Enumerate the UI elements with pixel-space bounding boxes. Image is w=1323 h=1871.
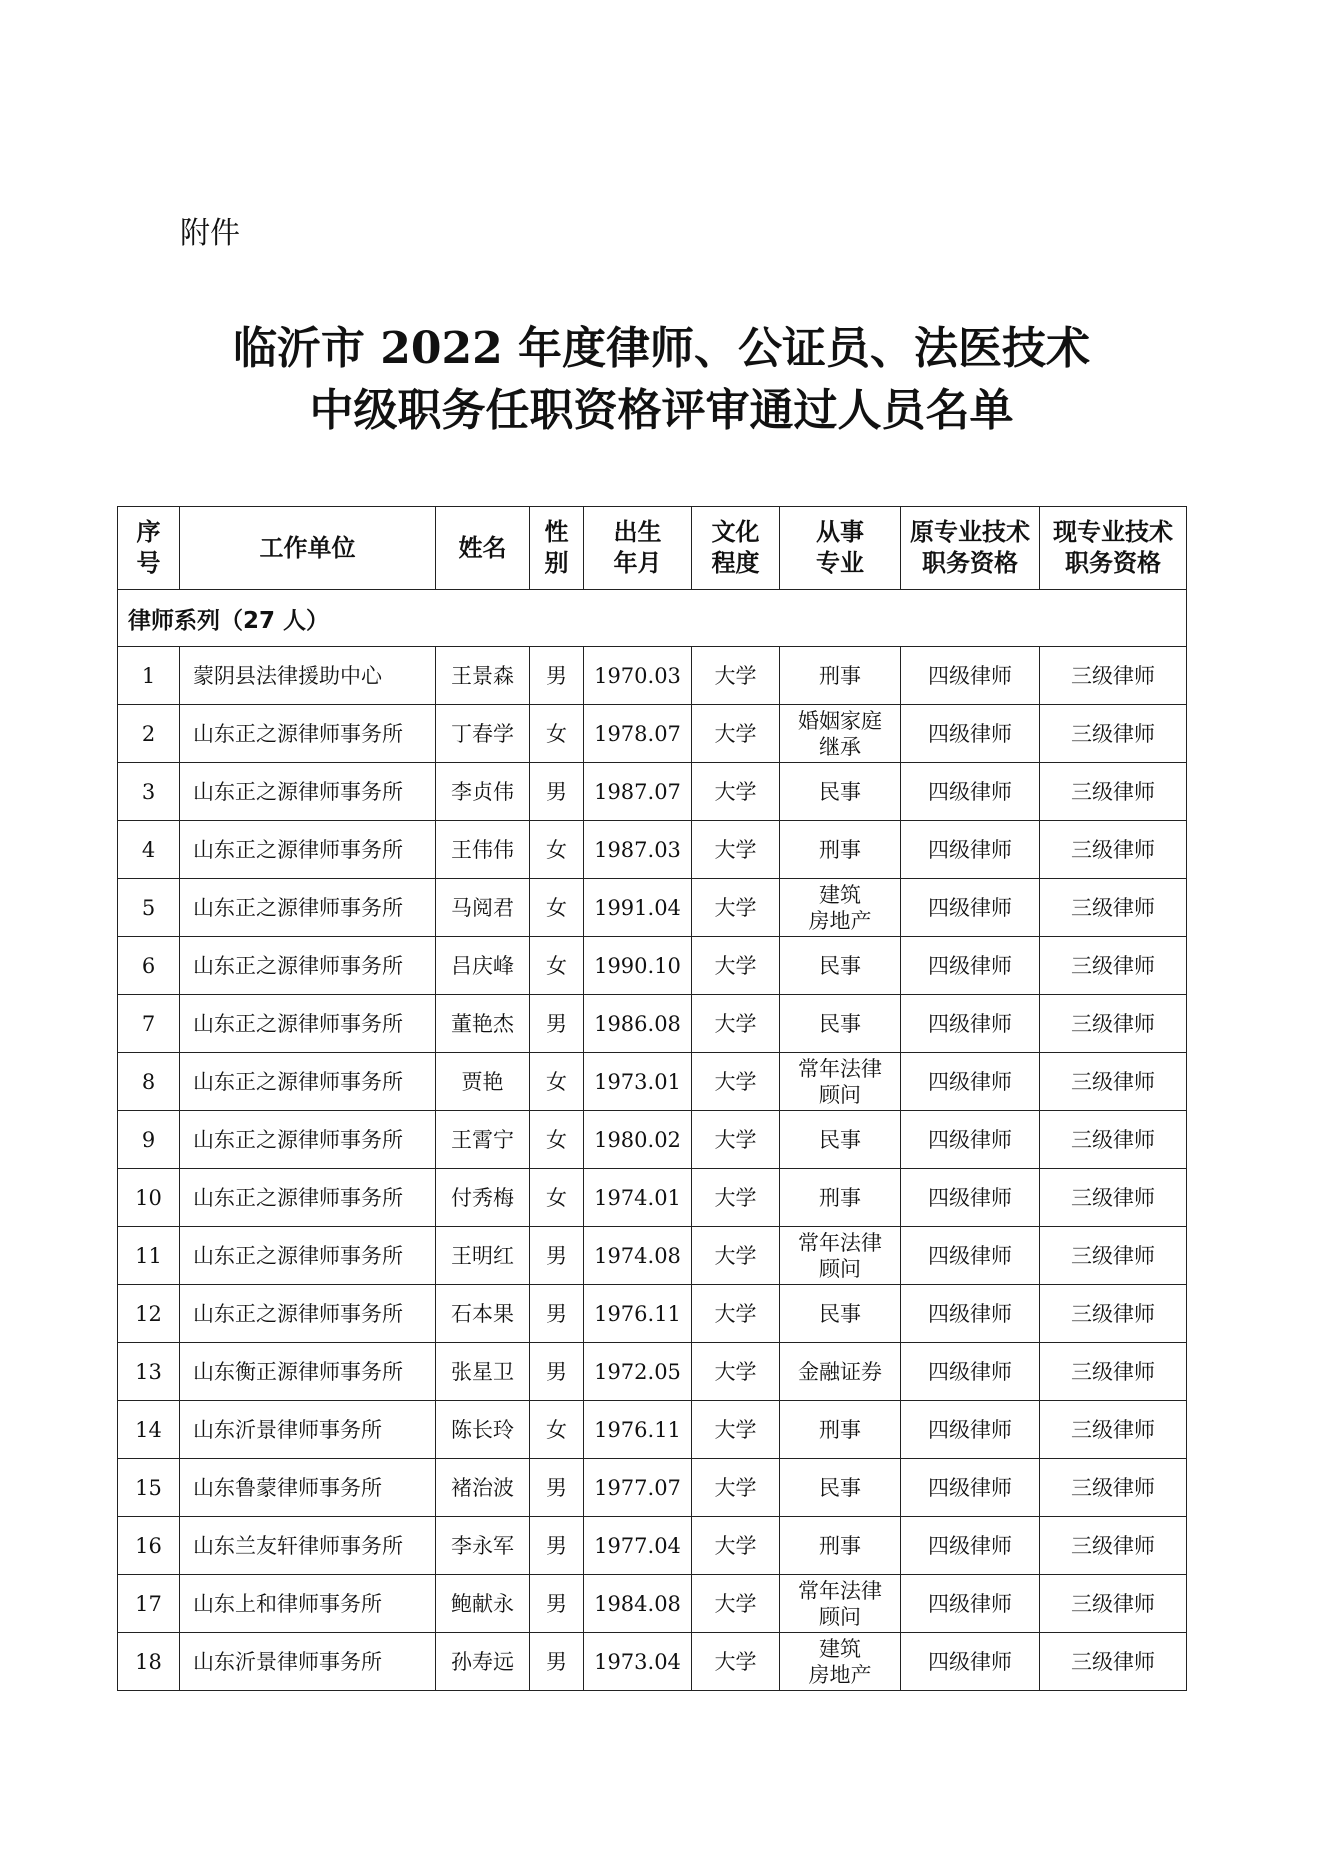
table-row [118, 1517, 1187, 1575]
cell-index: 11 [118, 1227, 180, 1285]
cell-current-qualification: 三级律师 [1040, 763, 1187, 821]
cell-index: 15 [118, 1459, 180, 1517]
cell-gender: 女 [530, 1053, 584, 1111]
table-row [118, 937, 1187, 995]
cell-specialty: 民事 [780, 937, 901, 995]
cell-original-qualification: 四级律师 [901, 1401, 1040, 1459]
table-row [118, 1285, 1187, 1343]
cell-original-qualification: 四级律师 [901, 647, 1040, 705]
cell-current-qualification: 三级律师 [1040, 1343, 1187, 1401]
header-original-qualification [901, 507, 1040, 590]
header-education [692, 507, 780, 590]
cell-specialty: 刑事 [780, 1517, 901, 1575]
cell-current-qualification: 三级律师 [1040, 821, 1187, 879]
cell-index: 4 [118, 821, 180, 879]
cell-original-qualification: 四级律师 [901, 1517, 1040, 1575]
cell-original-qualification: 四级律师 [901, 821, 1040, 879]
cell-work-unit: 山东沂景律师事务所 [180, 1401, 436, 1459]
cell-gender: 男 [530, 647, 584, 705]
cell-gender: 男 [530, 763, 584, 821]
cell-specialty: 民事 [780, 1285, 901, 1343]
cell-specialty: 金融证券 [780, 1343, 901, 1401]
cell-birth-date: 1970.03 [584, 647, 692, 705]
cell-index: 12 [118, 1285, 180, 1343]
cell-education: 大学 [692, 763, 780, 821]
table-row [118, 647, 1187, 705]
cell-index: 9 [118, 1111, 180, 1169]
header-current-qualification [1040, 507, 1187, 590]
cell-work-unit: 山东沂景律师事务所 [180, 1633, 436, 1691]
cell-gender: 女 [530, 821, 584, 879]
cell-specialty: 常年法律 顾问 [780, 1575, 901, 1633]
cell-original-qualification: 四级律师 [901, 995, 1040, 1053]
cell-name: 吕庆峰 [436, 937, 530, 995]
cell-name: 马阅君 [436, 879, 530, 937]
cell-current-qualification: 三级律师 [1040, 1111, 1187, 1169]
header-current-qualification-line: 职务资格 [1065, 549, 1161, 577]
table-row [118, 1053, 1187, 1111]
cell-gender: 男 [530, 1227, 584, 1285]
table-row [118, 995, 1187, 1053]
cell-current-qualification: 三级律师 [1040, 995, 1187, 1053]
cell-birth-date: 1974.08 [584, 1227, 692, 1285]
cell-original-qualification: 四级律师 [901, 1111, 1040, 1169]
cell-original-qualification: 四级律师 [901, 1459, 1040, 1517]
cell-specialty: 民事 [780, 1459, 901, 1517]
roster-table [117, 506, 1187, 1691]
cell-original-qualification: 四级律师 [901, 1227, 1040, 1285]
header-specialty-line: 专业 [816, 549, 864, 577]
cell-education: 大学 [692, 1633, 780, 1691]
cell-index: 2 [118, 705, 180, 763]
cell-gender: 女 [530, 1401, 584, 1459]
cell-name: 褚治波 [436, 1459, 530, 1517]
cell-index: 18 [118, 1633, 180, 1691]
cell-current-qualification: 三级律师 [1040, 1169, 1187, 1227]
cell-gender: 女 [530, 1111, 584, 1169]
title-line-2: 中级职务任职资格评审通过人员名单 [309, 385, 1014, 436]
table-row [118, 1459, 1187, 1517]
cell-original-qualification: 四级律师 [901, 1053, 1040, 1111]
cell-education: 大学 [692, 1053, 780, 1111]
cell-current-qualification: 三级律师 [1040, 879, 1187, 937]
cell-name: 李永军 [436, 1517, 530, 1575]
cell-gender: 男 [530, 995, 584, 1053]
cell-current-qualification: 三级律师 [1040, 1053, 1187, 1111]
cell-current-qualification: 三级律师 [1040, 705, 1187, 763]
cell-work-unit: 蒙阴县法律援助中心 [180, 647, 436, 705]
cell-birth-date: 1977.04 [584, 1517, 692, 1575]
document-title [0, 318, 1323, 442]
cell-birth-date: 1977.07 [584, 1459, 692, 1517]
cell-original-qualification: 四级律师 [901, 937, 1040, 995]
section-row [118, 590, 1187, 647]
table-row [118, 821, 1187, 879]
cell-birth-date: 1991.04 [584, 879, 692, 937]
attachment-label: 附件 [180, 216, 240, 251]
cell-name: 丁春学 [436, 705, 530, 763]
cell-index: 6 [118, 937, 180, 995]
cell-education: 大学 [692, 1401, 780, 1459]
cell-index: 8 [118, 1053, 180, 1111]
header-current-qualification-line: 现专业技术 [1053, 518, 1173, 546]
cell-gender: 女 [530, 705, 584, 763]
cell-current-qualification: 三级律师 [1040, 1401, 1187, 1459]
cell-gender: 男 [530, 1517, 584, 1575]
cell-education: 大学 [692, 1517, 780, 1575]
cell-original-qualification: 四级律师 [901, 1633, 1040, 1691]
header-birth-date-line: 出生 [613, 518, 662, 546]
cell-education: 大学 [692, 1169, 780, 1227]
cell-index: 5 [118, 879, 180, 937]
cell-work-unit: 山东鲁蒙律师事务所 [180, 1459, 436, 1517]
cell-current-qualification: 三级律师 [1040, 1227, 1187, 1285]
table-header-row [118, 507, 1187, 590]
cell-original-qualification: 四级律师 [901, 1343, 1040, 1401]
cell-birth-date: 1987.07 [584, 763, 692, 821]
header-gender-line: 别 [544, 549, 569, 577]
cell-work-unit: 山东正之源律师事务所 [180, 879, 436, 937]
header-original-qualification-line: 职务资格 [922, 549, 1018, 577]
table-row [118, 1401, 1187, 1459]
cell-education: 大学 [692, 1285, 780, 1343]
cell-name: 贾艳 [436, 1053, 530, 1111]
cell-name: 孙寿远 [436, 1633, 530, 1691]
cell-current-qualification: 三级律师 [1040, 1517, 1187, 1575]
cell-index: 17 [118, 1575, 180, 1633]
cell-index: 7 [118, 995, 180, 1053]
cell-original-qualification: 四级律师 [901, 1285, 1040, 1343]
cell-specialty: 常年法律 顾问 [780, 1227, 901, 1285]
cell-specialty: 刑事 [780, 821, 901, 879]
cell-specialty: 常年法律 顾问 [780, 1053, 901, 1111]
section-title: 律师系列（27 人） [118, 590, 1187, 647]
cell-specialty: 民事 [780, 995, 901, 1053]
cell-name: 鲍献永 [436, 1575, 530, 1633]
cell-education: 大学 [692, 1343, 780, 1401]
cell-index: 16 [118, 1517, 180, 1575]
table-row [118, 1227, 1187, 1285]
cell-education: 大学 [692, 1227, 780, 1285]
cell-birth-date: 1987.03 [584, 821, 692, 879]
cell-specialty: 民事 [780, 1111, 901, 1169]
cell-gender: 女 [530, 1169, 584, 1227]
cell-original-qualification: 四级律师 [901, 1169, 1040, 1227]
cell-gender: 男 [530, 1285, 584, 1343]
cell-gender: 男 [530, 1633, 584, 1691]
cell-name: 陈长玲 [436, 1401, 530, 1459]
cell-work-unit: 山东兰友轩律师事务所 [180, 1517, 436, 1575]
cell-original-qualification: 四级律师 [901, 763, 1040, 821]
header-gender-line: 性 [544, 518, 569, 546]
header-gender [530, 507, 584, 590]
cell-name: 王景森 [436, 647, 530, 705]
cell-education: 大学 [692, 1459, 780, 1517]
cell-specialty: 刑事 [780, 1401, 901, 1459]
table-row [118, 763, 1187, 821]
cell-work-unit: 山东正之源律师事务所 [180, 821, 436, 879]
cell-birth-date: 1973.04 [584, 1633, 692, 1691]
cell-education: 大学 [692, 1111, 780, 1169]
table-row [118, 705, 1187, 763]
cell-education: 大学 [692, 937, 780, 995]
cell-original-qualification: 四级律师 [901, 1575, 1040, 1633]
cell-current-qualification: 三级律师 [1040, 647, 1187, 705]
cell-specialty: 民事 [780, 763, 901, 821]
table-row [118, 1111, 1187, 1169]
table-row [118, 1343, 1187, 1401]
cell-specialty: 刑事 [780, 1169, 901, 1227]
cell-current-qualification: 三级律师 [1040, 1633, 1187, 1691]
header-work-unit-line: 工作单位 [259, 533, 356, 562]
cell-current-qualification: 三级律师 [1040, 937, 1187, 995]
cell-name: 董艳杰 [436, 995, 530, 1053]
cell-name: 王伟伟 [436, 821, 530, 879]
header-specialty [780, 507, 901, 590]
cell-work-unit: 山东正之源律师事务所 [180, 1285, 436, 1343]
cell-education: 大学 [692, 995, 780, 1053]
cell-birth-date: 1990.10 [584, 937, 692, 995]
cell-work-unit: 山东正之源律师事务所 [180, 1227, 436, 1285]
header-index [118, 507, 180, 590]
cell-work-unit: 山东正之源律师事务所 [180, 937, 436, 995]
header-name-line: 姓名 [458, 533, 507, 562]
cell-name: 李贞伟 [436, 763, 530, 821]
header-birth-date-line: 年月 [613, 549, 662, 577]
header-index-line: 序 [136, 518, 161, 546]
header-specialty-line: 从事 [816, 518, 864, 546]
cell-work-unit: 山东正之源律师事务所 [180, 763, 436, 821]
header-education-line: 文化 [711, 518, 760, 546]
cell-birth-date: 1976.11 [584, 1285, 692, 1343]
cell-name: 付秀梅 [436, 1169, 530, 1227]
cell-birth-date: 1973.01 [584, 1053, 692, 1111]
cell-education: 大学 [692, 821, 780, 879]
cell-education: 大学 [692, 879, 780, 937]
table-row [118, 1575, 1187, 1633]
cell-education: 大学 [692, 647, 780, 705]
cell-work-unit: 山东正之源律师事务所 [180, 705, 436, 763]
cell-work-unit: 山东正之源律师事务所 [180, 995, 436, 1053]
cell-name: 张星卫 [436, 1343, 530, 1401]
cell-current-qualification: 三级律师 [1040, 1459, 1187, 1517]
cell-index: 14 [118, 1401, 180, 1459]
cell-gender: 男 [530, 1343, 584, 1401]
cell-birth-date: 1972.05 [584, 1343, 692, 1401]
cell-birth-date: 1974.01 [584, 1169, 692, 1227]
header-original-qualification-line: 原专业技术 [910, 518, 1030, 546]
cell-index: 3 [118, 763, 180, 821]
cell-index: 10 [118, 1169, 180, 1227]
cell-education: 大学 [692, 705, 780, 763]
cell-original-qualification: 四级律师 [901, 879, 1040, 937]
cell-specialty: 刑事 [780, 647, 901, 705]
cell-index: 1 [118, 647, 180, 705]
cell-gender: 女 [530, 937, 584, 995]
header-work-unit [180, 507, 436, 590]
table-row [118, 879, 1187, 937]
cell-birth-date: 1976.11 [584, 1401, 692, 1459]
table-row [118, 1169, 1187, 1227]
header-name [436, 507, 530, 590]
cell-birth-date: 1978.07 [584, 705, 692, 763]
cell-work-unit: 山东正之源律师事务所 [180, 1169, 436, 1227]
cell-name: 王明红 [436, 1227, 530, 1285]
cell-gender: 男 [530, 1459, 584, 1517]
cell-specialty: 建筑 房地产 [780, 1633, 901, 1691]
cell-current-qualification: 三级律师 [1040, 1285, 1187, 1343]
cell-work-unit: 山东上和律师事务所 [180, 1575, 436, 1633]
cell-name: 石本果 [436, 1285, 530, 1343]
table-row [118, 1633, 1187, 1691]
header-education-line: 程度 [711, 549, 760, 577]
cell-birth-date: 1986.08 [584, 995, 692, 1053]
cell-education: 大学 [692, 1575, 780, 1633]
header-index-line: 号 [136, 549, 161, 577]
cell-name: 王霄宁 [436, 1111, 530, 1169]
cell-work-unit: 山东正之源律师事务所 [180, 1053, 436, 1111]
cell-birth-date: 1980.02 [584, 1111, 692, 1169]
cell-specialty: 建筑 房地产 [780, 879, 901, 937]
cell-gender: 男 [530, 1575, 584, 1633]
title-line-1: 临沂市 2022 年度律师、公证员、法医技术 [232, 323, 1091, 374]
cell-original-qualification: 四级律师 [901, 705, 1040, 763]
cell-work-unit: 山东衡正源律师事务所 [180, 1343, 436, 1401]
cell-specialty: 婚姻家庭 继承 [780, 705, 901, 763]
cell-birth-date: 1984.08 [584, 1575, 692, 1633]
cell-work-unit: 山东正之源律师事务所 [180, 1111, 436, 1169]
cell-gender: 女 [530, 879, 584, 937]
cell-current-qualification: 三级律师 [1040, 1575, 1187, 1633]
header-birth-date [584, 507, 692, 590]
cell-index: 13 [118, 1343, 180, 1401]
